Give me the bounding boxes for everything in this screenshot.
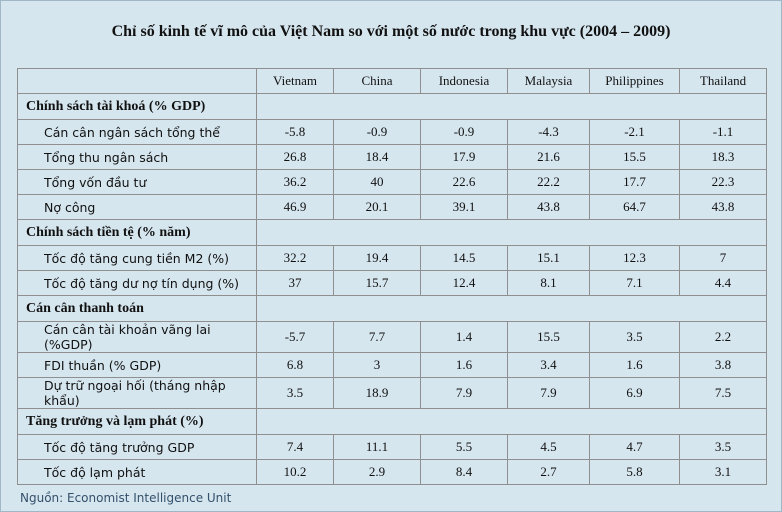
column-header: Malaysia [508, 69, 590, 94]
value-cell: 15.5 [590, 145, 680, 170]
row-label: Cán cân tài khoản vãng lai (%GDP) [18, 322, 257, 353]
value-cell: 7.7 [334, 322, 421, 353]
value-cell: 2.7 [508, 460, 590, 485]
value-cell: 46.9 [257, 195, 334, 220]
table-row [18, 271, 767, 296]
value-cell: 17.7 [590, 170, 680, 195]
value-cell: -0.9 [421, 120, 508, 145]
table-row [18, 378, 767, 409]
value-cell: 43.8 [680, 195, 767, 220]
value-cell: 3.5 [680, 435, 767, 460]
value-cell: 43.8 [508, 195, 590, 220]
value-cell: 7.9 [508, 378, 590, 409]
value-cell: 19.4 [334, 246, 421, 271]
value-cell: 36.2 [257, 170, 334, 195]
value-cell: 2.9 [334, 460, 421, 485]
table-row [18, 246, 767, 271]
section-title: Cán cân thanh toán [18, 296, 257, 322]
value-cell: 3.4 [508, 353, 590, 378]
value-cell: 1.6 [590, 353, 680, 378]
row-label: Tổng thu ngân sách [18, 145, 257, 170]
column-header: Philippines [590, 69, 680, 94]
value-cell: 18.4 [334, 145, 421, 170]
column-header: Vietnam [257, 69, 334, 94]
value-cell: -5.7 [257, 322, 334, 353]
table-header-row [18, 69, 767, 94]
value-cell: 1.4 [421, 322, 508, 353]
value-cell: -5.8 [257, 120, 334, 145]
value-cell: 17.9 [421, 145, 508, 170]
table-row [18, 460, 767, 485]
value-cell: 12.3 [590, 246, 680, 271]
value-cell: 7.1 [590, 271, 680, 296]
value-cell: 2.2 [680, 322, 767, 353]
value-cell: 15.1 [508, 246, 590, 271]
value-cell: -2.1 [590, 120, 680, 145]
value-cell: 3 [334, 353, 421, 378]
value-cell: 5.5 [421, 435, 508, 460]
section-blank-cell [257, 296, 767, 322]
value-cell: 4.5 [508, 435, 590, 460]
table-row [18, 353, 767, 378]
value-cell: 7 [680, 246, 767, 271]
row-label: FDI thuần (% GDP) [18, 353, 257, 378]
value-cell: 20.1 [334, 195, 421, 220]
value-cell: 40 [334, 170, 421, 195]
section-blank-cell [257, 220, 767, 246]
table-row [18, 145, 767, 170]
value-cell: 3.5 [590, 322, 680, 353]
macro-indicators-table [17, 68, 767, 485]
section-header-row [18, 409, 767, 435]
header-corner-cell [18, 69, 257, 94]
value-cell: 7.9 [421, 378, 508, 409]
value-cell: 6.9 [590, 378, 680, 409]
value-cell: -4.3 [508, 120, 590, 145]
value-cell: 18.9 [334, 378, 421, 409]
row-label: Cán cân ngân sách tổng thể [18, 120, 257, 145]
value-cell: 15.5 [508, 322, 590, 353]
table-row [18, 435, 767, 460]
value-cell: 15.7 [334, 271, 421, 296]
section-header-row [18, 220, 767, 246]
row-label: Tốc độ tăng dư nợ tín dụng (%) [18, 271, 257, 296]
section-title: Chính sách tài khoá (% GDP) [18, 94, 257, 120]
section-header-row [18, 94, 767, 120]
value-cell: 37 [257, 271, 334, 296]
section-title: Chính sách tiền tệ (% năm) [18, 220, 257, 246]
value-cell: 22.3 [680, 170, 767, 195]
value-cell: 64.7 [590, 195, 680, 220]
value-cell: 32.2 [257, 246, 334, 271]
value-cell: 12.4 [421, 271, 508, 296]
value-cell: 8.1 [508, 271, 590, 296]
section-title: Tăng trưởng và lạm phát (%) [18, 409, 257, 435]
value-cell: 26.8 [257, 145, 334, 170]
table-row [18, 120, 767, 145]
row-label: Tổng vốn đầu tư [18, 170, 257, 195]
row-label: Nợ công [18, 195, 257, 220]
row-label: Tốc độ lạm phát [18, 460, 257, 485]
column-header: Thailand [680, 69, 767, 94]
table-row [18, 170, 767, 195]
value-cell: -1.1 [680, 120, 767, 145]
value-cell: 3.8 [680, 353, 767, 378]
value-cell: 4.7 [590, 435, 680, 460]
page-title: Chỉ số kinh tế vĩ mô của Việt Nam so với một số nước trong khu vực (2004 – 2009) [111, 23, 671, 40]
value-cell: 10.2 [257, 460, 334, 485]
value-cell: 5.8 [590, 460, 680, 485]
value-cell: 39.1 [421, 195, 508, 220]
value-cell: 7.5 [680, 378, 767, 409]
value-cell: 3.5 [257, 378, 334, 409]
value-cell: 4.4 [680, 271, 767, 296]
section-blank-cell [257, 94, 767, 120]
value-cell: 14.5 [421, 246, 508, 271]
value-cell: 7.4 [257, 435, 334, 460]
table-row [18, 322, 767, 353]
value-cell: 22.2 [508, 170, 590, 195]
row-label: Tốc độ tăng cung tiền M2 (%) [18, 246, 257, 271]
value-cell: 11.1 [334, 435, 421, 460]
source-note: Nguồn: Economist Intelligence Unit [20, 491, 232, 505]
value-cell: 6.8 [257, 353, 334, 378]
value-cell: 1.6 [421, 353, 508, 378]
value-cell: 22.6 [421, 170, 508, 195]
table-row [18, 195, 767, 220]
value-cell: -0.9 [334, 120, 421, 145]
row-label: Dự trữ ngoại hối (tháng nhập khẩu) [18, 378, 257, 409]
section-header-row [18, 296, 767, 322]
value-cell: 3.1 [680, 460, 767, 485]
value-cell: 8.4 [421, 460, 508, 485]
value-cell: 18.3 [680, 145, 767, 170]
section-blank-cell [257, 409, 767, 435]
column-header: Indonesia [421, 69, 508, 94]
row-label: Tốc độ tăng trưởng GDP [18, 435, 257, 460]
column-header: China [334, 69, 421, 94]
value-cell: 21.6 [508, 145, 590, 170]
